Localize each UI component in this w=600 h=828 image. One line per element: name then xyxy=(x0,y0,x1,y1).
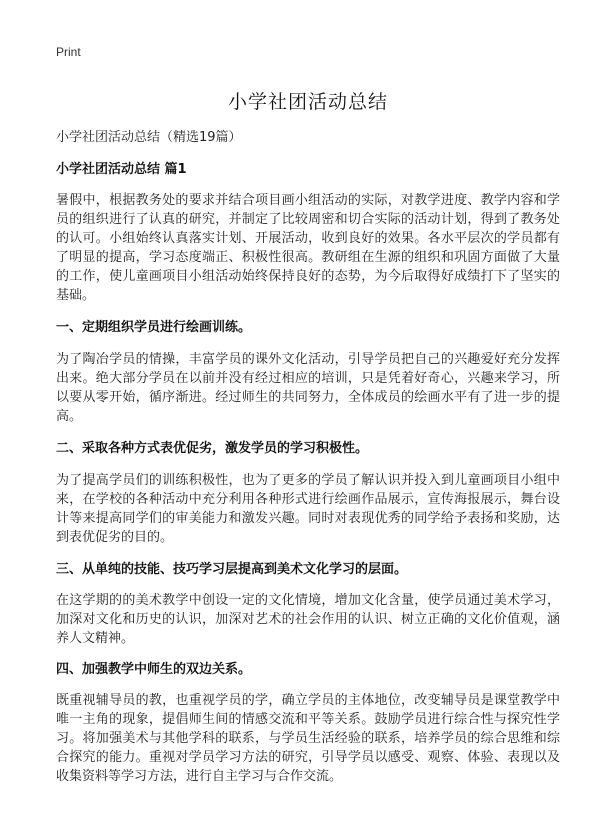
intro-paragraph: 暑假中，根据教务处的要求并结合项目画小组活动的实际，对教学进度、教学内容和学员的组织进行了认真的研究，并制定了比较周密和切合实际的活动计划，得到了教务处的认可。小组始终认真落实计划、开展活动，收到良好的效果。各水平层次的学员都有了明显的提高，学习态度端正、积极性很高。教研组在生源的组织和巩固方面做了大量的工作，使儿童画项目小组活动始终保持良好的态势，为今后取得好成绩打下了坚实的基础。 xyxy=(56,193,560,303)
section-body-3: 在这学期的的美术教学中创设一定的文化情境，增加文化含量，使学员通过美术学习，加深对文化和历史的认识，加深对艺术的社会作用的认识、树立正确的文化价值观，涵养人文精神。 xyxy=(56,593,560,646)
section-heading-3: 三、从单纯的技能、技巧学习层提高到美术文化学习的层面。 xyxy=(56,562,408,577)
section-heading-2: 二、采取各种方式表优促劣，激发学员的学习积极性。 xyxy=(56,441,369,456)
article-heading: 小学社团活动总结 篇1 xyxy=(56,162,187,177)
section-body-2: 为了提高学员们的训练积极性，也为了更多的学员了解认识并投入到儿童画项目小组中来，在学校的各种活动中充分利用各种形式进行绘画作品展示，宣传海报展示，舞台设计等来提高同学们的审美能力和激发兴趣。同时对表现优秀的同学给予表扬和奖励，达到表优促劣的目的。 xyxy=(56,473,560,545)
document-subtitle: 小学社团活动总结（精选19篇） xyxy=(56,130,242,145)
section-body-4: 既重视辅导员的教，也重视学员的学，确立学员的主体地位，改变辅导员是课堂教学中唯一主角的现象，提倡师生间的情感交流和平等关系。鼓励学员进行综合性与探究性学习。将加强美术与其他学科的联系，与学员生活经验的联系，培养学员的综合思维和综合探究的能力。重视对学员学习方法的研究，引导学员以感受、观察、体验、表现以及收集资料等学习方法，进行自主学习与合作交流。 xyxy=(56,693,560,784)
print-label: Print xyxy=(56,45,81,59)
section-body-1: 为了陶冶学员的情操，丰富学员的课外文化活动，引导学员把自己的兴趣爱好充分发挥出来。绝大部分学员在以前并没有经过相应的培训，只是凭着好奇心，兴趣来学习，所以要从零开始，循序渐进。经过师生的共同努力，全体成员的绘画水平有了进一步的提高。 xyxy=(56,352,560,424)
section-heading-4: 四、加强教学中师生的双边关系。 xyxy=(56,662,252,677)
section-heading-1: 一、定期组织学员进行绘画训练。 xyxy=(56,320,252,335)
document-title: 小学社团活动总结 xyxy=(227,91,388,113)
